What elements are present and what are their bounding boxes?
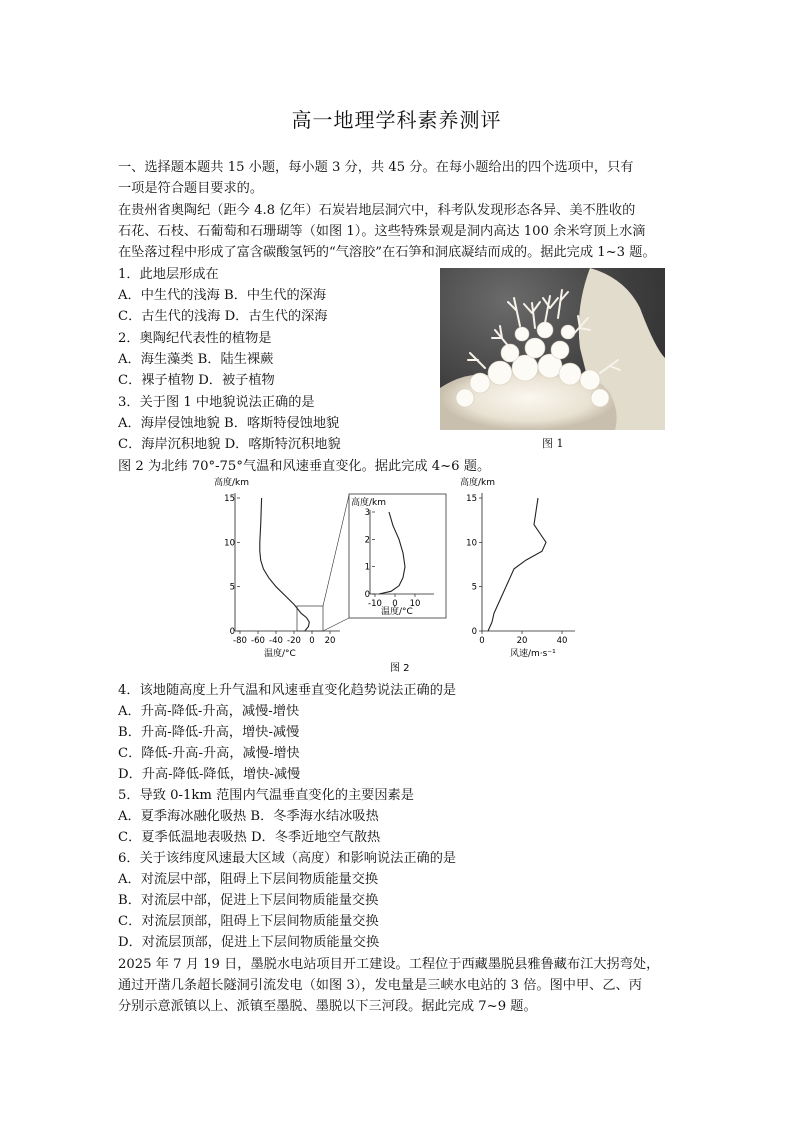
q2-options-ab: A．海生藻类 B．陆生裸蕨 bbox=[118, 352, 274, 367]
inset-ytick-label: 3 bbox=[364, 508, 370, 518]
temp-xtick-label: -20 bbox=[287, 636, 301, 646]
passage3-line2: 通过开凿几条超长隧洞引流发电（如图 3），发电量是三峡水电站的 3 倍。图中甲、乙、丙 bbox=[118, 978, 642, 993]
wind-ytick-label: 15 bbox=[466, 494, 477, 504]
q3-options-ab: A．海岸侵蚀地貌 B．喀斯特侵蚀地貌 bbox=[118, 416, 340, 431]
q6-stem: 6．关于该纬度风速最大区域（高度）和影响说法正确的是 bbox=[118, 851, 457, 866]
page-title: 高一地理学科素养测评 bbox=[291, 108, 502, 132]
wind-ytick-label: 5 bbox=[471, 582, 477, 593]
wind-xtick-label: 20 bbox=[516, 636, 528, 646]
inset-ytick-label: 2 bbox=[364, 535, 370, 546]
figure1-caption: 图 1 bbox=[542, 437, 564, 450]
q1-options-cd: C．古生代的浅海 D．古生代的深海 bbox=[118, 309, 328, 324]
wind-ytick-label: 10 bbox=[466, 538, 477, 549]
q1-stem: 1．此地层形成在 bbox=[118, 267, 219, 282]
q6-option-a: A．对流层中部，阻碍上下层间物质能量交换 bbox=[118, 872, 379, 887]
wind-xtick-label: 40 bbox=[556, 636, 568, 646]
wind-ylabel: 高度/km bbox=[460, 478, 496, 488]
q4-option-b: B．升高-降低-升高，增快-减慢 bbox=[118, 725, 300, 740]
passage3-line1: 2025 年 7 月 19 日，墨脱水电站项目开工建设。工程位于西藏墨脱县雅鲁藏布江大拐弯处， bbox=[118, 957, 660, 972]
q5-stem: 5．导致 0-1km 范围内气温垂直变化的主要因素是 bbox=[118, 788, 414, 803]
q1-options-ab: A．中生代的浅海 B．中生代的深海 bbox=[118, 288, 327, 303]
inset-chart bbox=[349, 494, 446, 618]
temp-xlabel: 温度/°C bbox=[264, 649, 296, 659]
inset-xtick-label: 0 bbox=[392, 599, 398, 609]
passage3-line3: 分别示意派镇以上、派镇至墨脱、墨脱以下三河段。据此完成 7~9 题。 bbox=[118, 999, 537, 1014]
inset-ytick-label: 1 bbox=[364, 562, 370, 573]
passage1-line3: 在坠落过程中形成了富含碳酸氢钙的“气溶胶”在石笋和洞底凝结而成的。据此完成 1~3 题。 bbox=[118, 245, 656, 260]
passage2: 图 2 为北纬 70°-75°气温和风速垂直变化。据此完成 4~6 题。 bbox=[118, 459, 491, 474]
inset-xtick-label: -10 bbox=[368, 599, 382, 609]
inset-profile-line bbox=[379, 512, 405, 594]
passage1-line1: 在贵州省奥陶纪（距今 4.8 亿年）石炭岩地层洞穴中，科考队发现形态各异、美不胜收的 bbox=[118, 203, 636, 218]
q3-stem: 3．关于图 1 中地貌说法正确的是 bbox=[118, 395, 315, 410]
temp-ytick-label: 15 bbox=[224, 494, 235, 504]
inset-ylabel: 高度/km bbox=[351, 498, 387, 508]
q2-stem: 2．奥陶纪代表性的植物是 bbox=[118, 331, 272, 346]
wind-xtick-label: 0 bbox=[479, 636, 485, 646]
q4-option-a: A．升高-降低-升高，减慢-增快 bbox=[118, 704, 300, 719]
temp-ytick-label: 10 bbox=[224, 538, 235, 549]
inset-xtick-label: 10 bbox=[409, 599, 421, 609]
q3-options-cd: C．海岸沉积地貌 D．喀斯特沉积地貌 bbox=[118, 437, 341, 452]
zoom-connector-top bbox=[323, 495, 349, 606]
q6-option-d: D．对流层顶部，促进上下层间物质能量交换 bbox=[118, 935, 380, 950]
q4-option-d: D．升高-降低-降低，增快-减慢 bbox=[118, 767, 301, 782]
q4-option-c: C．降低-升高-升高，减慢-增快 bbox=[118, 746, 300, 761]
temp-xtick-label: -60 bbox=[251, 636, 265, 646]
section-heading-line1: 一、选择题本题共 15 小题，每小题 3 分，共 45 分。在每小题给出的四个选项中，只有 bbox=[118, 160, 634, 175]
wind-chart bbox=[460, 476, 575, 659]
section-heading-line2: 一项是符合题目要求的。 bbox=[118, 181, 264, 196]
figure2-caption: 图 2 bbox=[390, 663, 410, 674]
q5-options-ab: A．夏季海冰融化吸热 B．冬季海水结冰吸热 bbox=[118, 809, 379, 824]
q6-option-c: C．对流层顶部，阻碍上下层间物质能量交换 bbox=[118, 914, 379, 929]
wind-xlabel: 风速/m·s⁻¹ bbox=[510, 649, 556, 659]
temp-chart bbox=[214, 476, 349, 659]
temp-xtick-label: -40 bbox=[269, 636, 283, 646]
temp-xtick-label: 0 bbox=[309, 636, 315, 646]
temp-ytick-label: 5 bbox=[229, 582, 235, 593]
temp-profile-line bbox=[260, 498, 310, 631]
zoom-connector-bottom bbox=[323, 618, 349, 631]
q6-option-b: B．对流层中部，促进上下层间物质能量交换 bbox=[118, 893, 379, 908]
q4-stem: 4．该地随高度上升气温和风速垂直变化趋势说法正确的是 bbox=[118, 683, 457, 698]
wind-ytick-label: 0 bbox=[471, 627, 477, 637]
inset-xlabel: 温度/°C bbox=[381, 607, 413, 617]
temp-ylabel: 高度/km bbox=[214, 478, 250, 488]
q5-options-cd: C．夏季低温地表吸热 D．冬季近地空气散热 bbox=[118, 830, 381, 845]
temp-xtick-label: 20 bbox=[324, 636, 336, 646]
temp-zoom-box bbox=[297, 606, 323, 631]
temp-xtick-label: -80 bbox=[233, 636, 247, 646]
inset-ytick-label: 0 bbox=[364, 590, 370, 600]
temp-ytick-label: 0 bbox=[229, 627, 235, 637]
q2-options-cd: C．裸子植物 D．被子植物 bbox=[118, 373, 275, 388]
passage1-line2: 石花、石枝、石葡萄和石珊瑚等（如图 1）。这些特殊景观是洞内高达 100 余米穹顶上水滴 bbox=[118, 224, 646, 239]
wind-profile-line bbox=[488, 498, 546, 631]
